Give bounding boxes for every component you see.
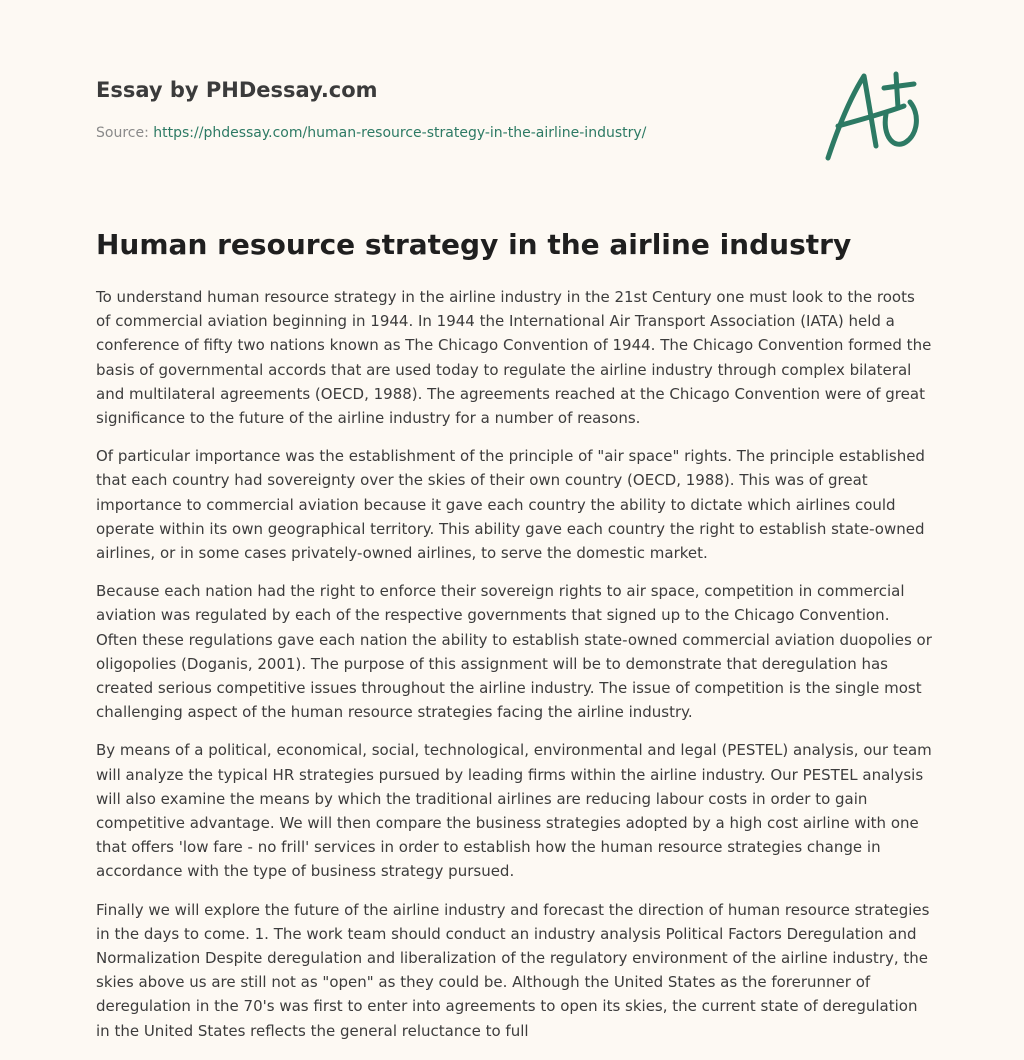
source-link[interactable]: https://phdessay.com/human-resource-strategy-in-the-airline-industry/ <box>153 125 647 141</box>
paragraph: To understand human resource strategy in the airline industry in the 21st Century one must look to the roots of commercial aviation beginning in 1944. In 1944 the International Air Transport Association (IATA) held a conference of fifty two nations known as The Chicago Convention of 1944. The Chicago Convention formed the basis of governmental accords that are used today to regulate the airline industry through complex bilateral and multilateral agreements (OECD, 1988). The agreements reached at the Chicago Convention were of great significance to the future of the airline industry for a number of reasons. <box>96 288 932 428</box>
source-line <box>96 124 796 142</box>
a-plus-logo-icon <box>820 68 928 164</box>
site-title: Essay by PHDessay.com <box>96 78 378 102</box>
paragraph: By means of a political, economical, social, technological, environmental and legal (PESTEL) analysis, our team will analyze the typical HR strategies pursued by leading firms within the airline industry. Our PESTEL analysis will also examine the means by which the traditional airlines are reducing labour costs in order to gain competitive advantage. We will then compare the business strategies adopted by a high cost airline with one that offers 'low fare - no frill' services in order to establish how the human resource strategies change in accordance with the type of business strategy pursued. <box>96 741 932 881</box>
article-body <box>96 285 932 1057</box>
paragraph: Of particular importance was the establishment of the principle of "air space" rights. The principle established that each country had sovereignty over the skies of their own country (OECD, 1988). This was of great importance to commercial aviation because it gave each country the ability to dictate which airlines could operate within its own geographical territory. This ability gave each country the right to establish state-owned airlines, or in some cases privately-owned airlines, to serve the domestic market. <box>96 447 925 563</box>
page-header <box>96 76 796 142</box>
paragraph: Finally we will explore the future of the airline industry and forecast the direction of human resource strategies in the days to come. 1. The work team should conduct an industry analysis Political Factors Deregulation and Normalization Despite deregulation and liberalization of the regulatory environment of the airline industry, the skies above us are still not as "open" as they could be. Although the United States as the forerunner of deregulation in the 70's was first to enter into agreements to open its skies, the current state of deregulation in the United States reflects the general reluctance to full <box>96 900 930 1040</box>
paragraph: Because each nation had the right to enforce their sovereign rights to air space, competition in commercial aviation was regulated by each of the respective governments that signed up to the Chicago Convention. Often these regulations gave each nation the ability to establish state-owned commercial aviation duopolies or oligopolies (Doganis, 2001). The purpose of this assignment will be to demonstrate that deregulation has created serious competitive issues throughout the airline industry. The issue of competition is the single most challenging aspect of the human resource strategies facing the airline industry. <box>96 582 932 722</box>
page-title: Human resource strategy in the airline industry <box>96 228 852 261</box>
source-label: Source: <box>96 125 154 141</box>
